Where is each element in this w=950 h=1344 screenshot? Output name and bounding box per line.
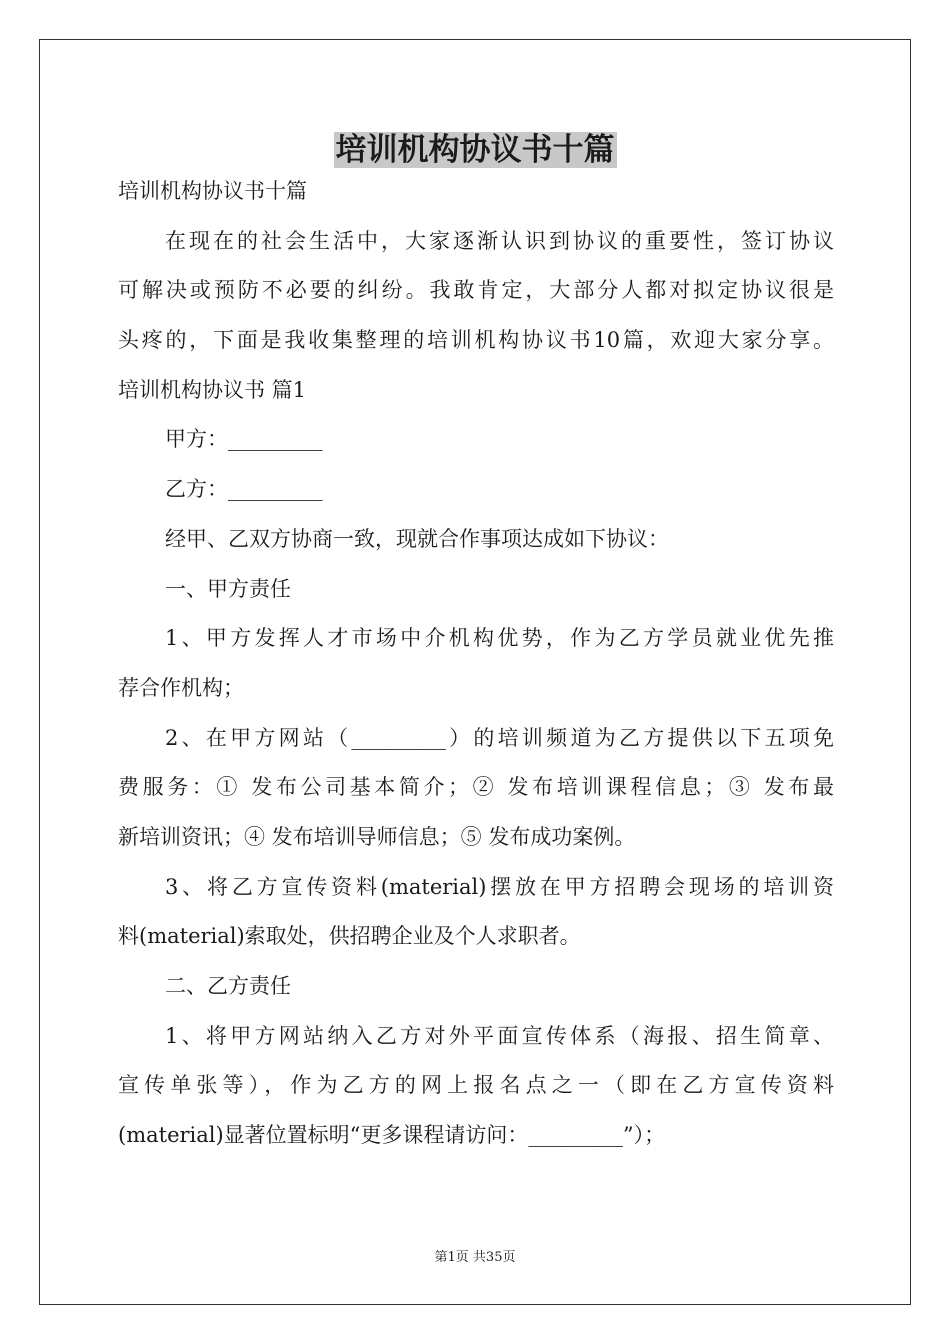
- text-line: 3、将乙方宣传资料(material)摆放在甲方招聘会现场的培训资: [165, 874, 834, 899]
- text-line: 新培训资讯；④ 发布培训导师信息；⑤ 发布成功案例。: [118, 824, 636, 849]
- text-line: 可解决或预防不必要的纠纷。我敢肯定，大部分人都对拟定协议很是: [118, 278, 834, 303]
- text-line: 在现在的社会生活中，大家逐渐认识到协议的重要性，签订协议: [165, 228, 834, 253]
- text-line: 费服务：① 发布公司基本简介；② 发布培训课程信息；③ 发布最: [118, 775, 834, 800]
- page-footer: 第1页 共35页: [434, 1250, 516, 1265]
- text-line: 1、将甲方网站纳入乙方对外平面宣传体系（海报、招生简章、: [165, 1023, 834, 1048]
- text-line: 荐合作机构；: [118, 675, 244, 700]
- text-line: 培训机构协议书 篇1: [118, 377, 307, 402]
- document-title-text: 培训机构协议书十篇: [335, 132, 615, 168]
- text-line: 甲方：_________: [165, 427, 323, 452]
- text-line: 乙方：_________: [165, 477, 323, 502]
- text-line: 二、乙方责任: [165, 974, 291, 998]
- text-line: 一、甲方责任: [165, 576, 291, 601]
- document-title: [0, 128, 950, 172]
- text-line: 头疼的，下面是我收集整理的培训机构协议书10篇，欢迎大家分享。: [118, 328, 834, 353]
- text-line: 料(material)索取处，供招聘企业及个人求职者。: [118, 924, 581, 949]
- text-line: 1、甲方发挥人才市场中介机构优势，作为乙方学员就业优先推: [165, 626, 834, 651]
- text-line: 培训机构协议书十篇: [118, 179, 307, 203]
- text-line: 经甲、乙双方协商一致，现就合作事项达成如下协议：: [165, 526, 669, 551]
- text-line: 2、在甲方网站（_________）的培训频道为乙方提供以下五项免: [165, 725, 834, 750]
- document-body: [118, 177, 834, 1171]
- text-line: 宣传单张等），作为乙方的网上报名点之一（即在乙方宣传资料: [118, 1073, 834, 1098]
- text-line: (material)显著位置标明“更多课程请访问：_________”）；: [118, 1123, 666, 1148]
